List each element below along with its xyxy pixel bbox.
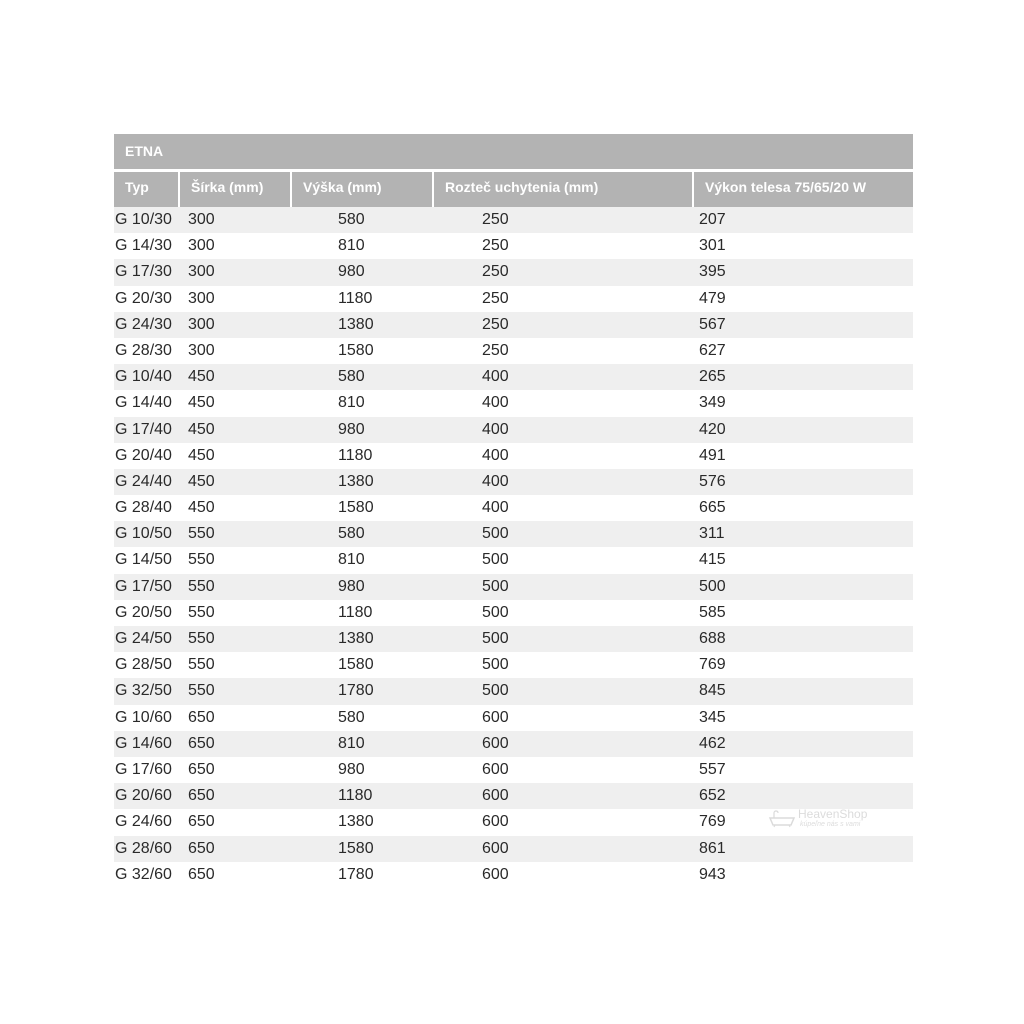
cell-height: 1380 [338,315,374,333]
cell-width: 650 [188,787,215,805]
cell-output: 349 [699,394,726,412]
cell-height: 1180 [338,446,373,464]
cell-type: G 17/40 [115,420,172,438]
cell-output: 576 [699,472,726,490]
cell-width: 450 [188,499,215,517]
cell-type: G 32/50 [115,682,172,700]
cell-type: G 17/60 [115,760,172,778]
table-row [114,731,913,757]
table-row [114,338,913,364]
cell-output: 652 [699,787,726,805]
spec-table [114,134,913,888]
cell-output: 769 [699,813,726,831]
cell-height: 980 [338,420,365,438]
table-row [114,312,913,338]
cell-height: 1380 [338,813,374,831]
cell-width: 300 [188,289,215,307]
table-row [114,626,913,652]
cell-output: 395 [699,263,726,281]
header-width: Šírka (mm) [180,172,290,207]
cell-height: 1780 [338,682,374,700]
cell-width: 650 [188,708,215,726]
cell-mounting-spacing: 250 [482,237,509,255]
cell-width: 550 [188,630,215,647]
cell-type: G 14/50 [115,551,172,569]
cell-type: G 20/50 [115,603,172,621]
cell-output: 462 [699,734,726,752]
cell-width: 550 [188,603,215,621]
cell-height: 580 [338,211,365,228]
cell-mounting-spacing: 250 [482,289,509,307]
table-header-row [114,172,913,207]
cell-type: G 20/40 [115,446,172,464]
cell-type: G 17/50 [115,577,172,595]
watermark-brand: HeavenShop [798,807,868,821]
cell-output: 861 [699,839,726,857]
table-row [114,286,913,312]
cell-mounting-spacing: 500 [482,525,509,543]
cell-type: G 14/30 [115,237,172,255]
table-row [114,836,913,862]
cell-output: 491 [699,446,726,464]
cell-width: 450 [188,420,215,438]
cell-type: G 17/30 [115,263,172,281]
table-row [114,259,913,285]
cell-height: 580 [338,708,365,726]
cell-type: G 24/30 [115,315,172,333]
table-row [114,443,913,469]
cell-width: 300 [188,315,215,333]
cell-width: 550 [188,577,215,595]
table-row [114,521,913,547]
cell-mounting-spacing: 400 [482,499,509,517]
cell-width: 550 [188,682,215,700]
cell-height: 980 [338,577,365,595]
cell-mounting-spacing: 600 [482,708,509,726]
cell-height: 1380 [338,472,374,490]
cell-height: 1380 [338,630,374,647]
cell-mounting-spacing: 500 [482,682,509,700]
cell-mounting-spacing: 600 [482,813,509,831]
header-height: Výška (mm) [292,172,432,207]
table-row [114,417,913,443]
cell-mounting-spacing: 500 [482,603,509,621]
cell-output: 845 [699,682,726,700]
table-row [114,862,913,888]
cell-width: 450 [188,446,215,464]
heavenshop-watermark [768,806,878,832]
cell-output: 769 [699,656,726,674]
table-row [114,600,913,626]
cell-output: 311 [699,525,725,543]
cell-type: G 10/50 [115,525,172,543]
table-row [114,469,913,495]
cell-height: 1180 [338,787,373,805]
cell-height: 580 [338,525,365,543]
cell-output: 479 [699,289,726,307]
cell-height: 810 [338,551,365,569]
cell-mounting-spacing: 400 [482,368,509,386]
cell-mounting-spacing: 250 [482,211,509,228]
cell-height: 1180 [338,289,373,307]
table-body [114,207,913,888]
table-title: ETNA [114,134,913,169]
cell-width: 450 [188,368,215,386]
cell-output: 627 [699,341,726,359]
table-row [114,207,913,233]
cell-output: 301 [699,237,726,255]
bathtub-icon [768,810,796,833]
cell-width: 650 [188,760,215,778]
cell-height: 980 [338,760,365,778]
cell-type: G 20/30 [115,289,172,307]
cell-width: 550 [188,656,215,674]
table-row [114,364,913,390]
table-row [114,574,913,600]
header-mounting-spacing: Rozteč uchytenia (mm) [434,172,692,207]
cell-width: 650 [188,839,215,857]
cell-height: 1580 [338,499,374,517]
table-row [114,390,913,416]
cell-type: G 10/40 [115,368,172,386]
cell-height: 810 [338,394,365,412]
cell-type: G 14/60 [115,734,172,752]
cell-type: G 14/40 [115,394,172,412]
table-row [114,757,913,783]
cell-type: G 28/40 [115,499,172,517]
cell-width: 300 [188,211,215,228]
cell-output: 688 [699,630,726,647]
cell-mounting-spacing: 500 [482,630,509,647]
cell-mounting-spacing: 600 [482,760,509,778]
table-row [114,495,913,521]
cell-type: G 24/50 [115,630,172,647]
cell-type: G 10/60 [115,708,172,726]
cell-output: 943 [699,865,726,883]
cell-height: 1580 [338,341,374,359]
cell-type: G 24/40 [115,472,172,490]
cell-height: 810 [338,237,365,255]
cell-output: 420 [699,420,726,438]
watermark-tagline: kúpeľne nás s vami [800,821,861,828]
cell-width: 300 [188,341,215,359]
cell-type: G 24/60 [115,813,172,831]
cell-output: 207 [699,211,726,228]
cell-mounting-spacing: 600 [482,734,509,752]
cell-mounting-spacing: 400 [482,446,509,464]
table-row [114,233,913,259]
cell-height: 580 [338,368,365,386]
cell-output: 265 [699,368,726,386]
cell-mounting-spacing: 400 [482,472,509,490]
cell-mounting-spacing: 600 [482,839,509,857]
cell-mounting-spacing: 250 [482,315,509,333]
header-type: Typ [114,172,178,207]
cell-width: 650 [188,865,215,883]
cell-height: 1180 [338,603,373,621]
cell-mounting-spacing: 500 [482,656,509,674]
cell-output: 567 [699,315,726,333]
cell-mounting-spacing: 250 [482,263,509,281]
table-row [114,678,913,704]
cell-mounting-spacing: 400 [482,394,509,412]
table-row [114,547,913,573]
cell-type: G 20/60 [115,787,172,805]
cell-height: 810 [338,734,365,752]
cell-width: 300 [188,237,215,255]
cell-height: 1780 [338,865,374,883]
cell-width: 450 [188,472,215,490]
cell-mounting-spacing: 600 [482,865,509,883]
table-row [114,652,913,678]
cell-type: G 32/60 [115,865,172,883]
table-row [114,705,913,731]
header-output: Výkon telesa 75/65/20 W [694,172,913,207]
cell-mounting-spacing: 500 [482,551,509,569]
cell-mounting-spacing: 400 [482,420,509,438]
cell-width: 450 [188,394,215,412]
cell-mounting-spacing: 600 [482,787,509,805]
cell-output: 585 [699,603,726,621]
cell-output: 665 [699,499,726,517]
cell-mounting-spacing: 250 [482,341,509,359]
cell-output: 345 [699,708,726,726]
cell-width: 550 [188,551,215,569]
cell-mounting-spacing: 500 [482,577,509,595]
cell-height: 980 [338,263,365,281]
cell-type: G 28/60 [115,839,172,857]
cell-width: 550 [188,525,215,543]
cell-output: 557 [699,760,726,778]
cell-type: G 28/50 [115,656,172,674]
cell-width: 650 [188,734,215,752]
cell-width: 300 [188,263,215,281]
cell-type: G 28/30 [115,341,172,359]
cell-height: 1580 [338,656,374,674]
cell-output: 500 [699,577,726,595]
cell-height: 1580 [338,839,374,857]
cell-output: 415 [699,551,726,569]
cell-width: 650 [188,813,215,831]
cell-type: G 10/30 [115,211,172,228]
